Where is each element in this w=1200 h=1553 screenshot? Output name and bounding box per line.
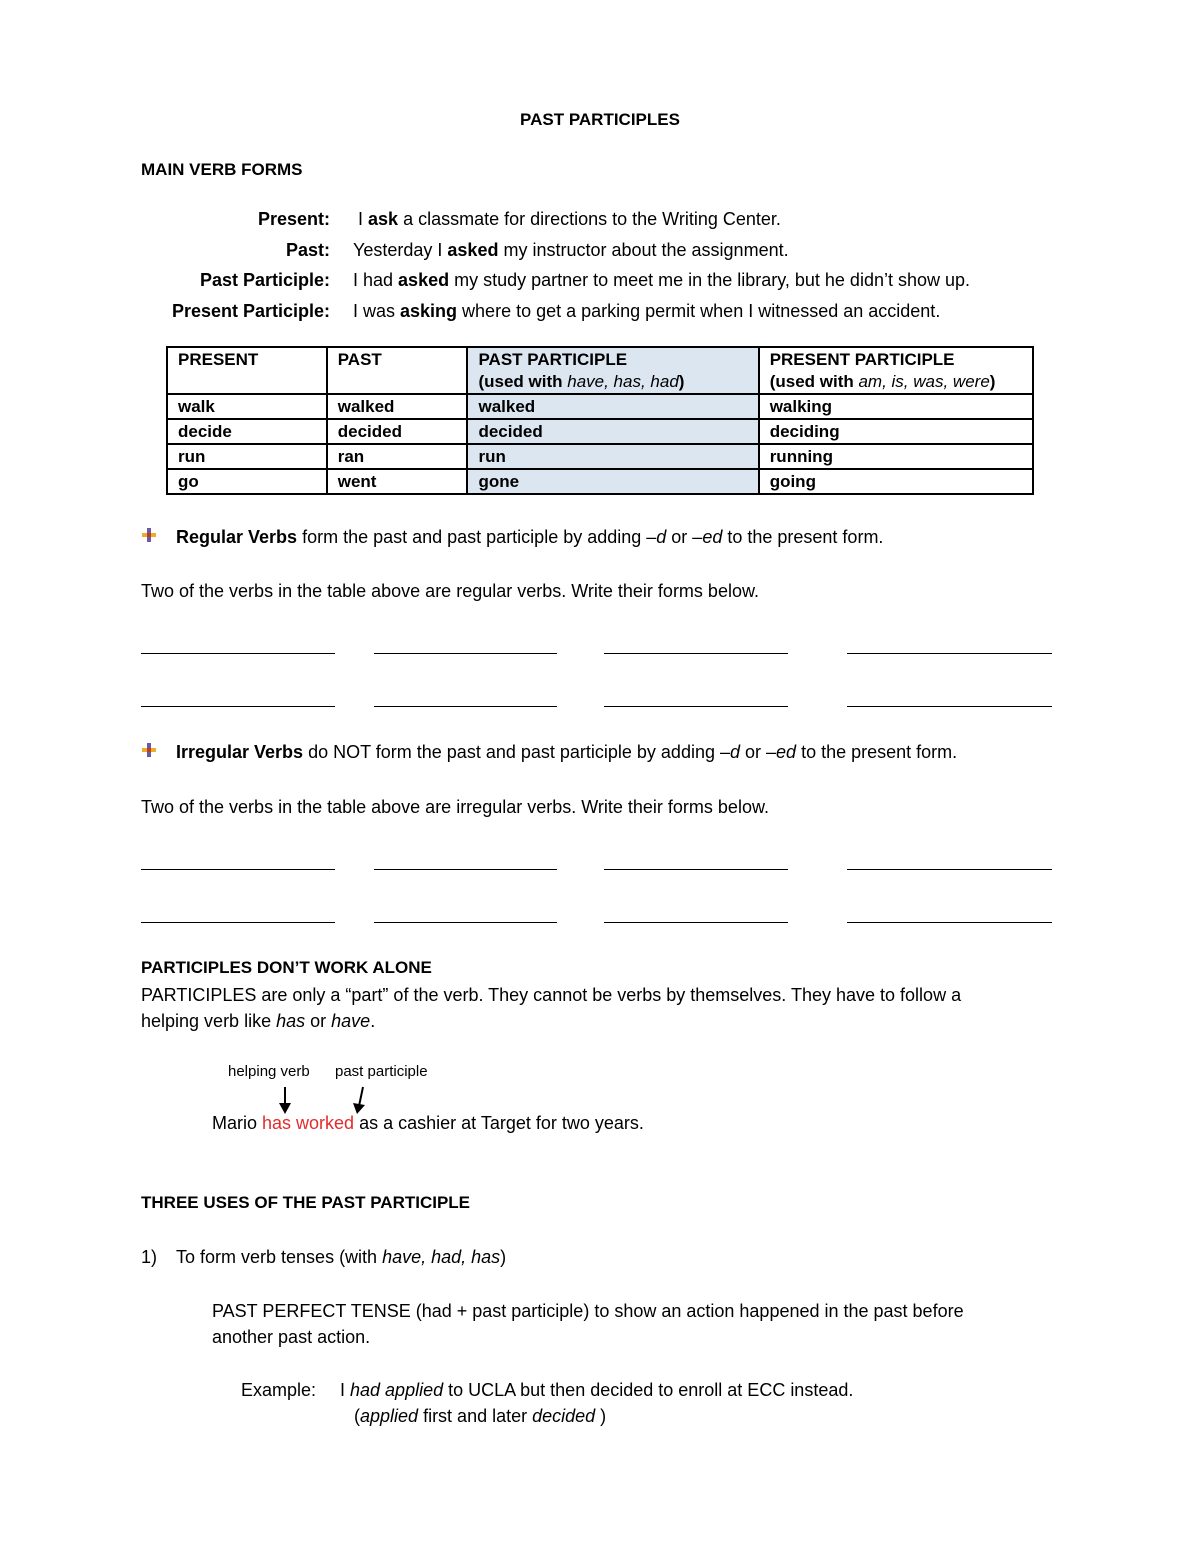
table-row: [167, 394, 1033, 419]
answer-blank[interactable]: [141, 922, 335, 923]
table-cell: walking: [759, 394, 1033, 419]
table-cell: decide: [167, 419, 327, 444]
answer-blank[interactable]: [141, 869, 335, 870]
answer-blank[interactable]: [604, 922, 788, 923]
table-header-cell: PAST PARTICIPLE (used with have, has, had): [467, 347, 758, 394]
table-cell: run: [467, 444, 758, 469]
table-cell: go: [167, 469, 327, 494]
verb-form-example: I ask a classmate for directions to the Writing Center.: [358, 209, 781, 229]
regular-verbs-definition: Regular Verbs form the past and past participle by adding –d or –ed to the present form.: [176, 527, 884, 547]
table-cell: walk: [167, 394, 327, 419]
main-verb-forms-heading: MAIN VERB FORMS: [141, 160, 303, 179]
table-row: [167, 469, 1033, 494]
verb-form-label: Past:: [285, 240, 330, 260]
verb-form-example: I had asked my study partner to meet me in the library, but he didn’t show up.: [353, 270, 971, 290]
example-sentence: Mario has worked as a cashier at Target for two years.: [212, 1113, 644, 1133]
table-cell: running: [759, 444, 1033, 469]
table-header-cell: PAST: [327, 347, 468, 394]
answer-blank[interactable]: [374, 922, 557, 923]
list-item: To form verb tenses (with have, had, has): [176, 1247, 507, 1267]
table-cell: gone: [467, 469, 758, 494]
regular-verbs-instruction: Two of the verbs in the table above are regular verbs. Write their forms below.: [141, 581, 759, 601]
irregular-verbs-instruction: Two of the verbs in the table above are irregular verbs. Write their forms below.: [141, 797, 769, 817]
three-uses-heading: THREE USES OF THE PAST PARTICIPLE: [141, 1193, 471, 1212]
verb-form-label: Present:: [257, 209, 330, 229]
table-row: [167, 419, 1033, 444]
answer-blank[interactable]: [847, 922, 1052, 923]
answer-blank[interactable]: [141, 706, 335, 707]
table-cell: walked: [467, 394, 758, 419]
verb-form-example: Yesterday I asked my instructor about the assignment.: [353, 240, 789, 260]
past-perfect-description: PAST PERFECT TENSE (had + past participle) to show an action happened in the past before: [212, 1301, 964, 1321]
answer-blank[interactable]: [604, 706, 788, 707]
table-cell: decided: [467, 419, 758, 444]
verb-form-label: Past Participle:: [199, 270, 330, 290]
down-arrow-icon: [348, 1086, 370, 1116]
table-cell: went: [327, 469, 468, 494]
answer-blank[interactable]: [847, 706, 1052, 707]
table-header-cell: PRESENT PARTICIPLE (used with am, is, was, were): [759, 347, 1033, 394]
arrow-bullet-icon: [142, 528, 156, 542]
answer-blank[interactable]: [374, 653, 557, 654]
past-participle-label: past participle: [335, 1063, 428, 1080]
table-cell: walked: [327, 394, 468, 419]
page-title: PAST PARTICIPLES: [520, 110, 680, 129]
table-cell: run: [167, 444, 327, 469]
table-row: [167, 444, 1033, 469]
answer-blank[interactable]: [374, 706, 557, 707]
table-cell: decided: [327, 419, 468, 444]
participles-alone-text: PARTICIPLES are only a “part” of the verb. They cannot be verbs by themselves. They have to follow a: [141, 985, 962, 1005]
answer-blank[interactable]: [141, 653, 335, 654]
answer-blank[interactable]: [604, 869, 788, 870]
list-item-number: 1): [141, 1247, 158, 1267]
example-sentence: I had applied to UCLA but then decided to enroll at ECC instead.: [340, 1380, 854, 1400]
answer-blank[interactable]: [604, 653, 788, 654]
table-cell: going: [759, 469, 1033, 494]
verb-forms-table: [166, 346, 1034, 495]
example-label: Example:: [241, 1380, 317, 1400]
irregular-verbs-definition: Irregular Verbs do NOT form the past and past participle by adding –d or –ed to the present form.: [176, 742, 958, 762]
past-perfect-description: another past action.: [212, 1327, 371, 1347]
example-note: (applied first and later decided ): [354, 1406, 607, 1426]
verb-form-example: I was asking where to get a parking permit when I witnessed an accident.: [353, 301, 941, 321]
table-header-row: [167, 347, 1033, 394]
answer-blank[interactable]: [847, 869, 1052, 870]
verb-form-label: Present Participle:: [171, 301, 330, 321]
helping-verb-label: helping verb: [228, 1063, 310, 1080]
arrow-bullet-icon: [142, 743, 156, 757]
participles-alone-heading: PARTICIPLES DON’T WORK ALONE: [141, 958, 432, 977]
participles-alone-text: helping verb like has or have.: [141, 1011, 376, 1031]
down-arrow-icon: [275, 1086, 295, 1116]
table-cell: ran: [327, 444, 468, 469]
answer-blank[interactable]: [847, 653, 1052, 654]
table-cell: deciding: [759, 419, 1033, 444]
table-header-cell: PRESENT: [167, 347, 327, 394]
answer-blank[interactable]: [374, 869, 557, 870]
